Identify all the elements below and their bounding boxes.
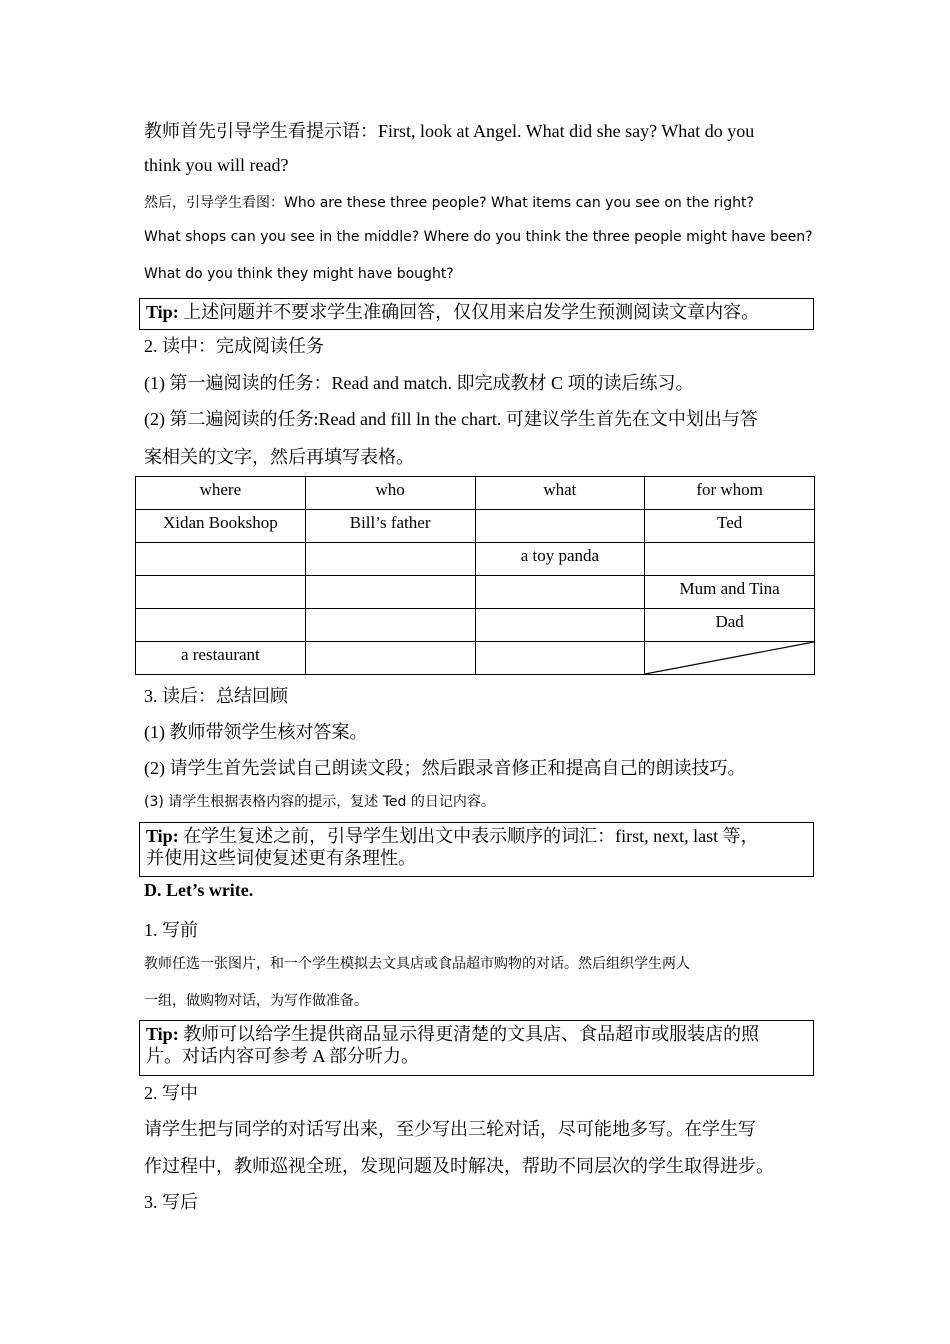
post-item-3: (3) 请学生根据表格内容的提示，复述 Ted 的日记内容。	[144, 794, 495, 810]
table-row	[136, 543, 815, 576]
table-cell	[475, 576, 645, 609]
table-row	[136, 510, 815, 543]
intro-line-1: 教师首先引导学生看提示语：First, look at Angel. What did she say? What do you	[144, 121, 755, 141]
reading-chart-table	[135, 476, 815, 675]
pre-write-line-2: 一组，做购物对话，为写作做准备。	[144, 993, 368, 1009]
write-heading: D. Let’s write.	[144, 880, 254, 900]
intro-line-4: What shops can you see in the middle? Where do you think the three people might have been?	[144, 229, 813, 245]
table-cell: Dad	[645, 609, 815, 642]
table-row	[136, 642, 815, 675]
post-heading: 3. 读后：总结回顾	[144, 686, 288, 706]
table-cell: Bill’s father	[305, 510, 475, 543]
post-item-1: (1) 教师带领学生核对答案。	[144, 722, 368, 742]
table-cell	[136, 609, 306, 642]
intro-line-2: think you will read?	[144, 155, 289, 175]
table-row	[136, 576, 815, 609]
tip-text: 上述问题并不要求学生准确回答，仅仅用来启发学生预测阅读文章内容。	[178, 302, 760, 322]
while-write-heading: 2. 写中	[144, 1083, 198, 1103]
tip-text-line-1: 教师可以给学生提供商品显示得更清楚的文具店、食品超市或服装店的照	[178, 1024, 760, 1044]
table-cell	[475, 510, 645, 543]
header-cell-who: who	[305, 477, 475, 510]
tip-label: Tip:	[146, 826, 179, 846]
intro-line-3: 然后，引导学生看图：Who are these three people? What items can you see on the right?	[144, 195, 754, 211]
tip-text-line-2: 片。对话内容可参考 A 部分听力。	[146, 1046, 420, 1066]
table-cell	[136, 543, 306, 576]
table-cell	[305, 642, 475, 675]
table-cell: a toy panda	[475, 543, 645, 576]
tip-label: Tip:	[146, 1024, 179, 1044]
reading-task-2b: 案相关的文字，然后再填写表格。	[144, 447, 414, 467]
header-cell-where: where	[136, 477, 306, 510]
tip-box-1	[139, 298, 814, 330]
reading-heading: 2. 读中：完成阅读任务	[144, 336, 324, 356]
post-item-2: (2) 请学生首先尝试自己朗读文段；然后跟录音修正和提高自己的朗读技巧。	[144, 758, 746, 778]
header-cell-for-whom: for whom	[645, 477, 815, 510]
table-cell	[305, 609, 475, 642]
tip-text-line-1: 在学生复述之前，引导学生划出文中表示顺序的词汇：first, next, last 等，	[178, 826, 759, 846]
tip-label: Tip:	[146, 302, 179, 322]
pre-write-heading: 1. 写前	[144, 920, 198, 940]
intro-line-5: What do you think they might have bought?	[144, 266, 454, 282]
table-cell	[475, 609, 645, 642]
table-cell	[645, 543, 815, 576]
tip-box-3	[139, 1020, 814, 1076]
diagonal-cell	[645, 642, 815, 675]
table-row	[136, 609, 815, 642]
pre-write-line-1: 教师任选一张图片，和一个学生模拟去文具店或食品超市购物的对话。然后组织学生两人	[144, 956, 690, 972]
table-cell	[136, 576, 306, 609]
diagonal-line	[645, 642, 814, 674]
table-cell	[305, 543, 475, 576]
table-cell: Xidan Bookshop	[136, 510, 306, 543]
reading-task-1: (1) 第一遍阅读的任务：Read and match. 即完成教材 C 项的读后练习。	[144, 373, 694, 393]
table-cell	[305, 576, 475, 609]
while-write-line-1: 请学生把与同学的对话写出来，至少写出三轮对话，尽可能地多写。在学生写	[144, 1119, 756, 1139]
header-cell-what: what	[475, 477, 645, 510]
while-write-line-2: 作过程中，教师巡视全班，发现问题及时解决，帮助不同层次的学生取得进步。	[144, 1156, 774, 1176]
table-cell: Ted	[645, 510, 815, 543]
table-cell: Mum and Tina	[645, 576, 815, 609]
tip-box-2	[139, 822, 814, 877]
after-write-heading: 3. 写后	[144, 1192, 198, 1212]
table-cell	[475, 642, 645, 675]
table-cell: a restaurant	[136, 642, 306, 675]
reading-task-2a: (2) 第二遍阅读的任务:Read and fill ln the chart. 可建议学生首先在文中划出与答	[144, 409, 758, 429]
tip-text-line-2: 并使用这些词使复述更有条理性。	[146, 848, 416, 868]
table-header-row	[136, 477, 815, 510]
